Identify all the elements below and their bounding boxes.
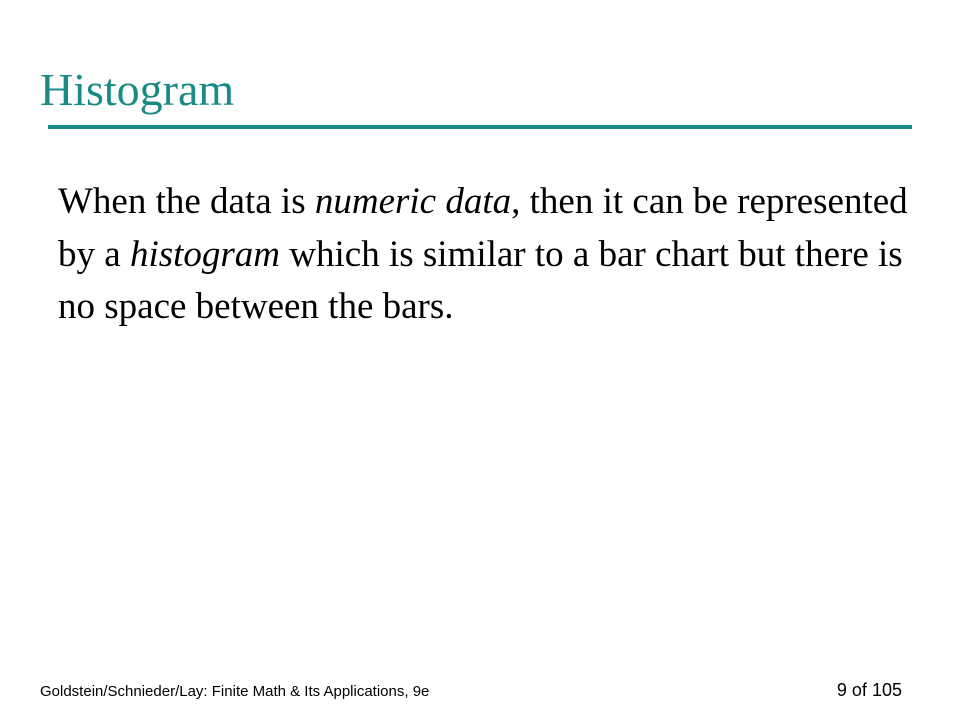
slide-body-text [58,176,938,334]
body-term-numeric-data: numeric data [314,181,512,222]
body-text-part-2: , then it can be represented by a [58,181,908,275]
slide-title: Histogram [40,64,235,115]
footer-citation: Goldstein/Schnieder/Lay: Finite Math & Its Applications, 9e [40,683,430,700]
page-total: 105 [871,680,902,700]
body-text-part-1: When the data is [58,181,315,222]
footer-page-indicator [837,680,902,700]
page-number: 9 [836,680,847,700]
title-underline-rule [48,125,912,129]
body-text-part-3: which is similar to a bar chart but there is no space between the bars. [58,233,903,327]
page-separator: of [851,680,867,700]
body-term-histogram: histogram [129,233,281,275]
